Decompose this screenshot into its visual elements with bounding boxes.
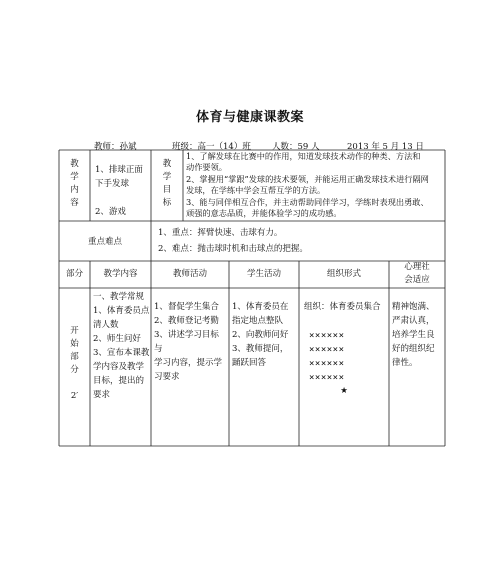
- key-points-label: 重点难点: [87, 237, 122, 247]
- teacher-star-icon: ★: [340, 386, 348, 396]
- lesson-date: 2013 年 5 月 13 日: [347, 142, 424, 152]
- goals-text: 1、了解发球在比赛中的作用，知道发球技术动作的种类、方法和 动作要领。 2、掌握用“掌跟”发球的技术要领，并能运用正确发球技术进行隔网 发球，在学练中学会互帮互学的方法。 3、能与同伴相互合作，并主动帮助同伴学习，学练时表现出勇敢、 顽强的意志品质，并能体验学习的成功感。: [186, 151, 429, 219]
- row-student-activity: 1、体育委员在 指定地点整队 2、向教师问好 3、教师提问， 踊跃回答: [232, 302, 289, 368]
- header-part: 部分: [65, 269, 83, 279]
- row-formation: ×××××× ×××××× ×××××× ××××××: [309, 331, 345, 383]
- content-label: 教 学 内 容: [70, 159, 79, 208]
- header-student: 学生活动: [246, 269, 281, 279]
- header-content: 教学内容: [103, 269, 138, 279]
- row-content: 一、教学常规 1、体育委员点 清人数 2、师生问好 3、宣布本课教 学内容及教学 目标，提出的 要求: [93, 292, 150, 400]
- row-social: 精神饱满、 严肃认真， 培养学生良 好的组织纪 律性。: [392, 302, 435, 368]
- row-org-title: 组织：体育委员集合: [304, 302, 381, 312]
- key-points-text: 1、重点：挥臂快速、击球有力。 2、难点：抛击球时机和击球点的把握。: [158, 228, 308, 254]
- student-count: 人数：59 人: [272, 142, 320, 152]
- content-items: 1、排球正面 下手发球 2、游戏: [95, 165, 143, 217]
- header-teacher: 教师活动: [172, 269, 207, 279]
- class-name: 班级：高一（14）班: [172, 142, 251, 152]
- goal-label: 教 学 目 标: [162, 159, 172, 208]
- header-org: 组织形式: [326, 269, 361, 279]
- page-title: 体育与健康课教案: [195, 110, 304, 125]
- row-teacher-activity: 1、督促学生集合 2、教师登记考勤 3、讲述学习目标 与 学习内容，提示学 习要求: [154, 302, 223, 382]
- header-social: 心理社 会适应: [404, 262, 430, 285]
- teacher-name: 教师：孙斌: [94, 142, 137, 152]
- row-part: 开 始 部 分 2′: [70, 326, 79, 401]
